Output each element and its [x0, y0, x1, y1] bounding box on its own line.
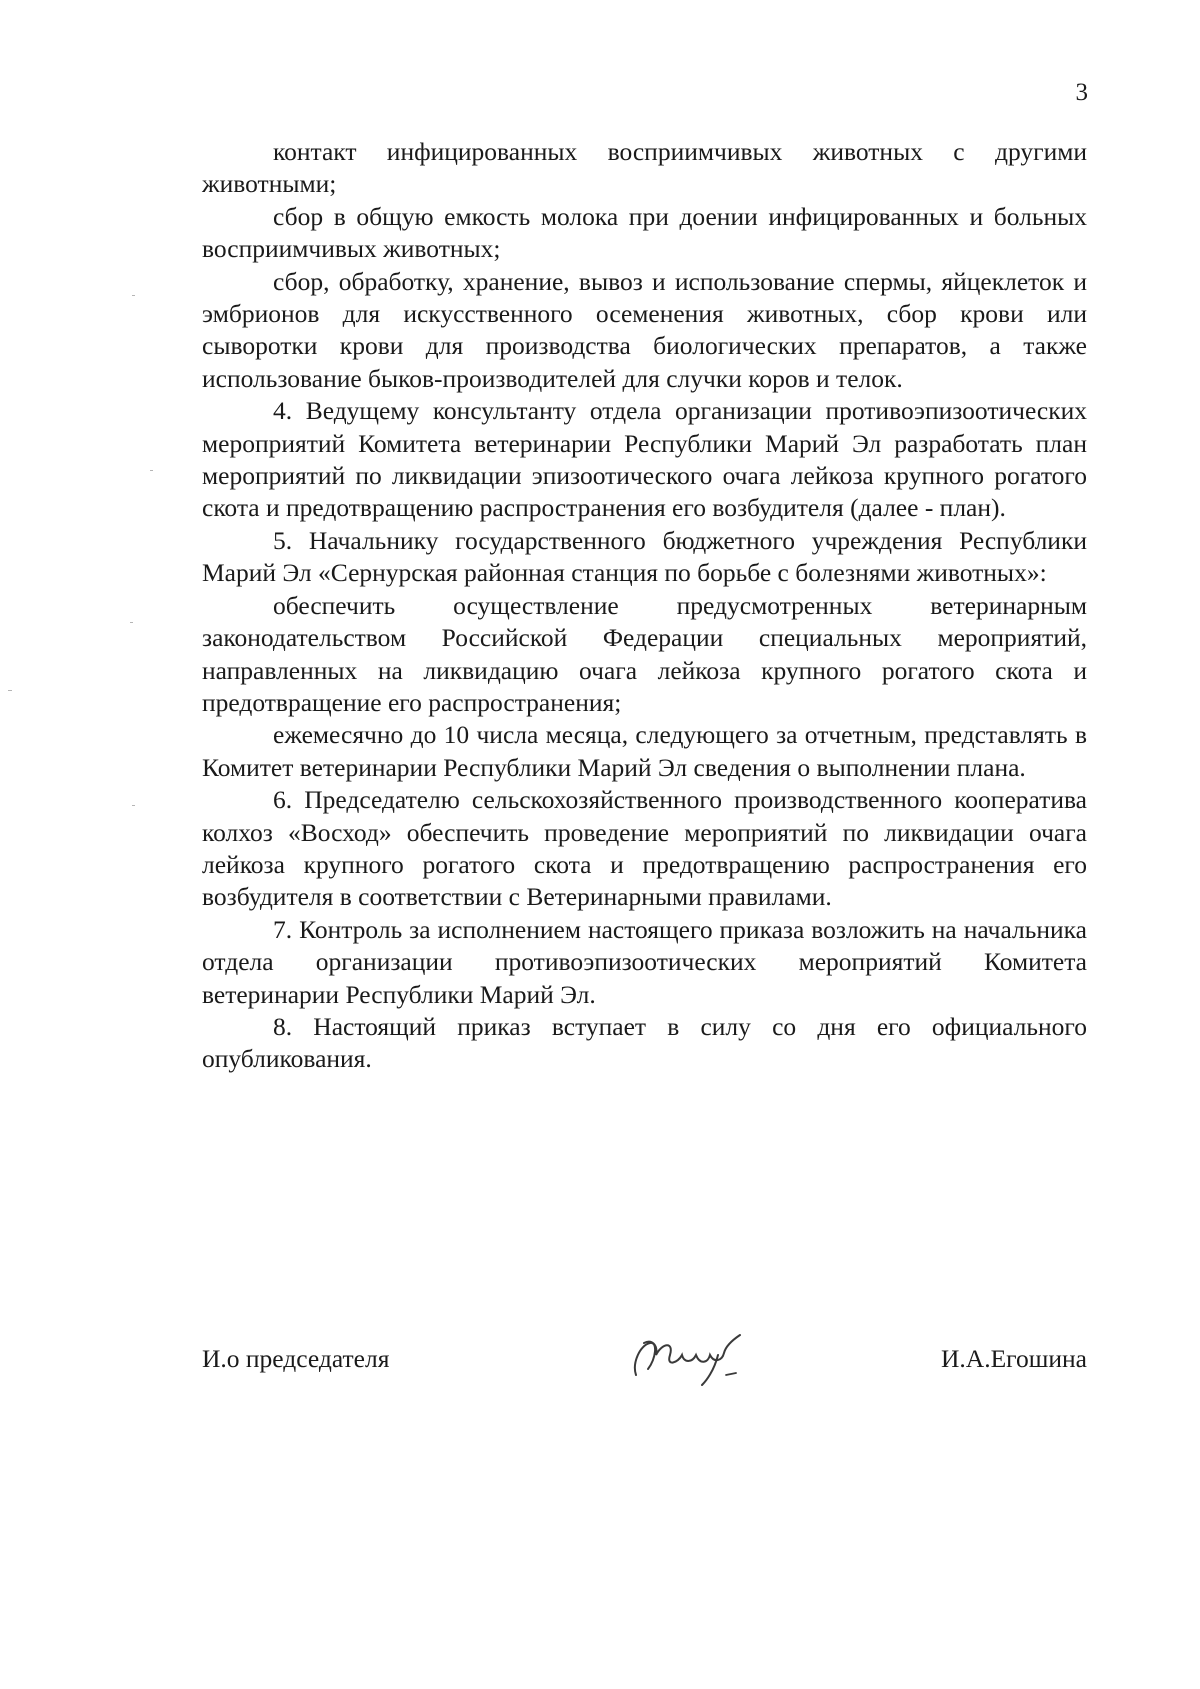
paragraph-item-6: 6. Председателю сельскохозяйственного производственного кооператива колхоз «Восход» обеспечить проведение мероприятий по ликвидации очага лейкоза крупного рогатого скота и предотвращению распространения его возбудителя в соответствии с Ветеринарными правилами. — [202, 785, 1087, 912]
paragraph-contact: контакт инфицированных восприимчивых животных с другими животными; — [202, 137, 1087, 199]
scan-mark — [132, 295, 135, 296]
paragraph-item-5: 5. Начальнику государственного бюджетного учреждения Республики Марий Эл «Сернурская районная станция по борьбе с болезнями животных»: — [202, 525, 1087, 588]
paragraph-item-7: 7. Контроль за исполнением настоящего приказа возложить на начальника отдела организации противоэпизоотических мероприятий Комитета ветеринарии Республики Марий Эл. — [202, 914, 1087, 1009]
signatory-title: И.о председателя — [202, 1344, 390, 1373]
paragraph-milk: сбор в общую емкость молока при доении инфицированных и больных восприимчивых животных; — [202, 201, 1087, 264]
paragraph-monthly: ежемесячно до 10 числа месяца, следующего за отчетным, представлять в Комитет ветеринарии Республики Марий Эл сведения о выполнении плана. — [202, 720, 1087, 782]
handwritten-signature-icon — [622, 1325, 762, 1393]
signatory-name: И.А.Егошина — [941, 1344, 1087, 1373]
scan-mark — [150, 470, 153, 471]
paragraph-item-8: 8. Настоящий приказ вступает в силу со дня его официального опубликования. — [202, 1011, 1087, 1074]
document-body — [202, 136, 1087, 1076]
signature-block — [202, 1335, 1087, 1395]
scan-mark — [130, 622, 133, 623]
scan-mark — [8, 690, 12, 691]
paragraph-ensure: обеспечить осуществление предусмотренных ветеринарным законодательством Российской Федерации специальных мероприятий, направленных на ликвидацию очага лейкоза крупного рогатого скота и предотвращение его распространения; — [202, 590, 1087, 717]
paragraph-item-4: 4. Ведущему консультанту отдела организации противоэпизоотических мероприятий Комитета ветеринарии Республики Марий Эл разработать план мероприятий по ликвидации эпизоотического очага лейкоза крупного рогатого скота и предотвращению распространения его возбудителя (далее - план). — [202, 396, 1087, 523]
page-number: 3 — [1075, 79, 1088, 106]
scan-mark — [132, 805, 135, 806]
paragraph-sperm: сбор, обработку, хранение, вывоз и использование спермы, яйцеклеток и эмбрионов для искусственного осеменения животных, сбор крови или сыворотки крови для производства биологических препаратов, а также использование быков-производителей для случки коров и телок. — [202, 266, 1087, 393]
